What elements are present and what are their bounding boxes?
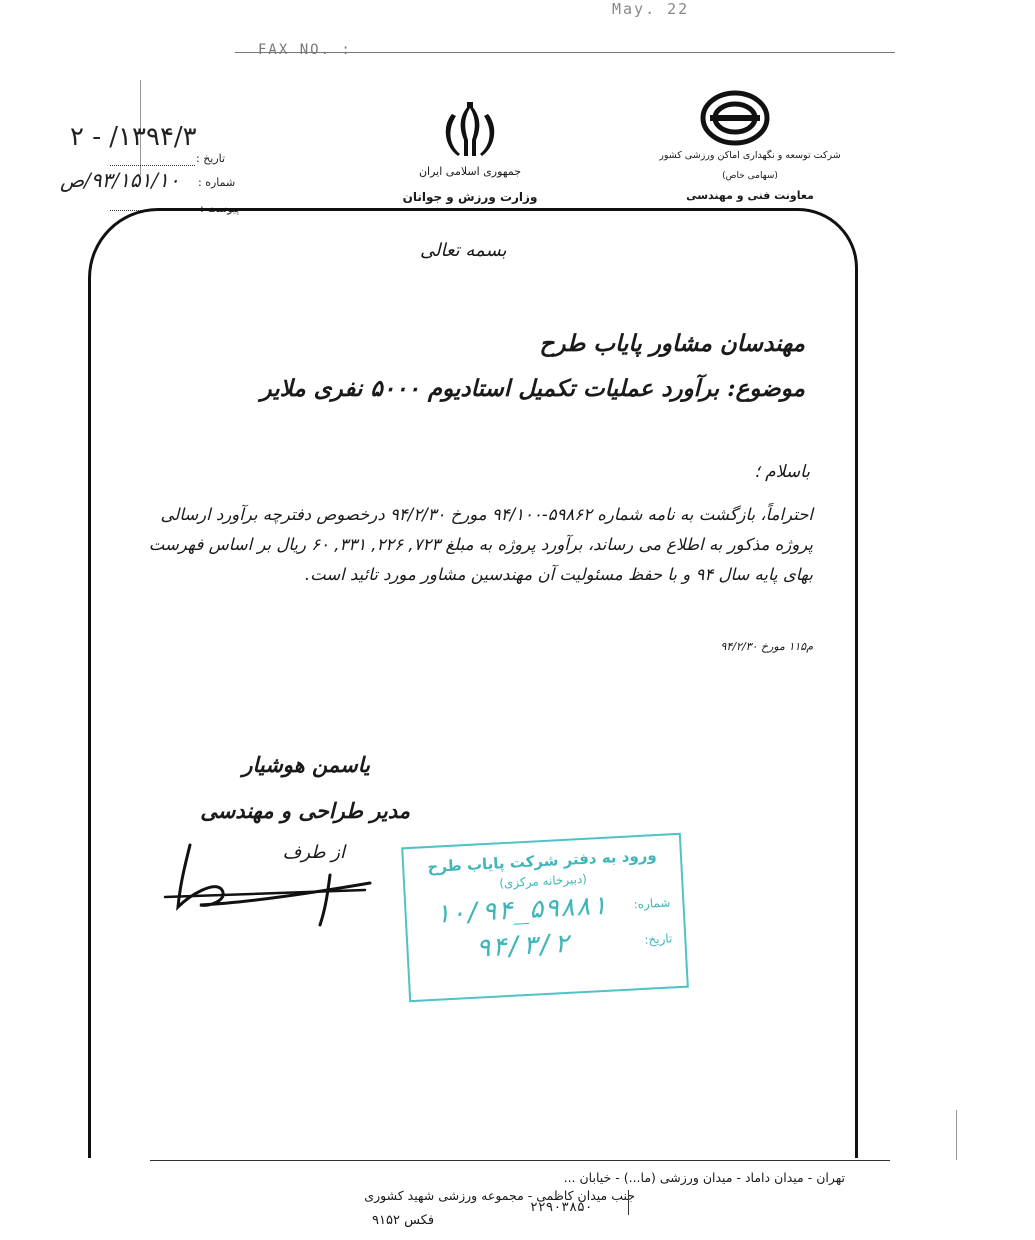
letter-body: احتراماً، بازگشت به نامه شماره ۵۹۸۶۲-۹۴/۱۰۰ مورخ ۹۴/۲/۳۰ درخصوص دفترچه برآورد ارسالی پروژه مذکور به اطلاع می رساند، برآورد پروژه به مبلغ ۷۲۳, ۲۲۶, ۳۳۱, ۶۰ ریال بر اساس فهرست بهای پایه سال ۹۴ و با حفظ مسئولیت آن مهندسین مشاور مورد تائید است. bbox=[148, 505, 813, 584]
fax-header-top: May. 22 bbox=[612, 0, 690, 18]
company-header bbox=[650, 150, 850, 202]
footer-fax: فکس ۹۱۵۲ bbox=[372, 1213, 435, 1228]
stamp-number-value: ۱۰/۹۴_۵۹۸۸۱ bbox=[433, 890, 608, 930]
company-logo-icon bbox=[700, 90, 770, 146]
company-name: شرکت توسعه و نگهداری اماکن ورزشی کشور bbox=[659, 150, 841, 161]
handwritten-signature bbox=[160, 835, 390, 935]
stamp-date-value: ۹۴/۳/۲ bbox=[474, 928, 571, 964]
footer-separator bbox=[628, 1190, 629, 1215]
date-dotted-line bbox=[110, 165, 195, 166]
fax-number-label: FAX NO. : bbox=[258, 42, 352, 58]
letter-number-value: ۹۳/۱۵۱/۱۰/ص bbox=[60, 168, 180, 192]
page-edge-mark bbox=[956, 1110, 957, 1160]
country-name: جمهوری اسلامی ایران bbox=[418, 165, 522, 178]
fax-header-rule bbox=[235, 52, 895, 53]
footer-address-line1: تهران - میدان داماد - میدان ورزشی (ما...) - خیابان ... bbox=[563, 1170, 845, 1185]
date-label: تاریخ : bbox=[196, 152, 226, 165]
footer-address-line2: جنب میدان کاظمی - مجموعه ورزشی شهید کشوری bbox=[364, 1188, 635, 1203]
greeting: باسلام ؛ bbox=[754, 462, 810, 482]
entry-stamp bbox=[401, 833, 689, 1002]
ministry-name: وزارت ورزش و جوانان bbox=[402, 190, 538, 204]
date-value: ۱۳۹۴/۳/ - ۲ bbox=[70, 122, 197, 152]
subject-line: موضوع: برآورد عملیات تکمیل استادیوم ۵۰۰۰ نفری ملایر bbox=[260, 375, 805, 402]
reference-note: م۱۱۵ مورخ ۹۴/۲/۳۰ bbox=[720, 640, 813, 653]
recipient: مهندسان مشاور پایاب طرح bbox=[539, 330, 805, 357]
stamp-title: ورود به دفتر شرکت پایاب طرح bbox=[427, 846, 658, 877]
stamp-date-label: تاریخ: bbox=[644, 931, 673, 947]
attachment-label: پیوست : bbox=[200, 202, 240, 215]
company-type: (سهامی خاص) bbox=[722, 171, 778, 181]
iran-emblem-icon bbox=[438, 100, 502, 164]
government-header bbox=[380, 165, 560, 204]
stamp-subtitle: (دبیرخانه مرکزی) bbox=[498, 871, 588, 891]
stamp-date-row bbox=[408, 923, 685, 967]
company-department: معاونت فنی و مهندسی bbox=[686, 189, 814, 202]
footer-rule bbox=[150, 1160, 890, 1161]
signatory-name: یاسمن هوشیار bbox=[242, 752, 370, 777]
signatory-note: از طرف bbox=[282, 842, 345, 863]
stamp-number-label: شماره: bbox=[633, 895, 671, 912]
footer-phone: ۲۲۹۰۳۸۵۰ bbox=[530, 1200, 593, 1215]
signatory-title: مدیر طراحی و مهندسی bbox=[200, 798, 410, 823]
letter-number-label: شماره : bbox=[198, 176, 236, 189]
bismillah-heading: بسمه تعالی bbox=[420, 240, 507, 261]
